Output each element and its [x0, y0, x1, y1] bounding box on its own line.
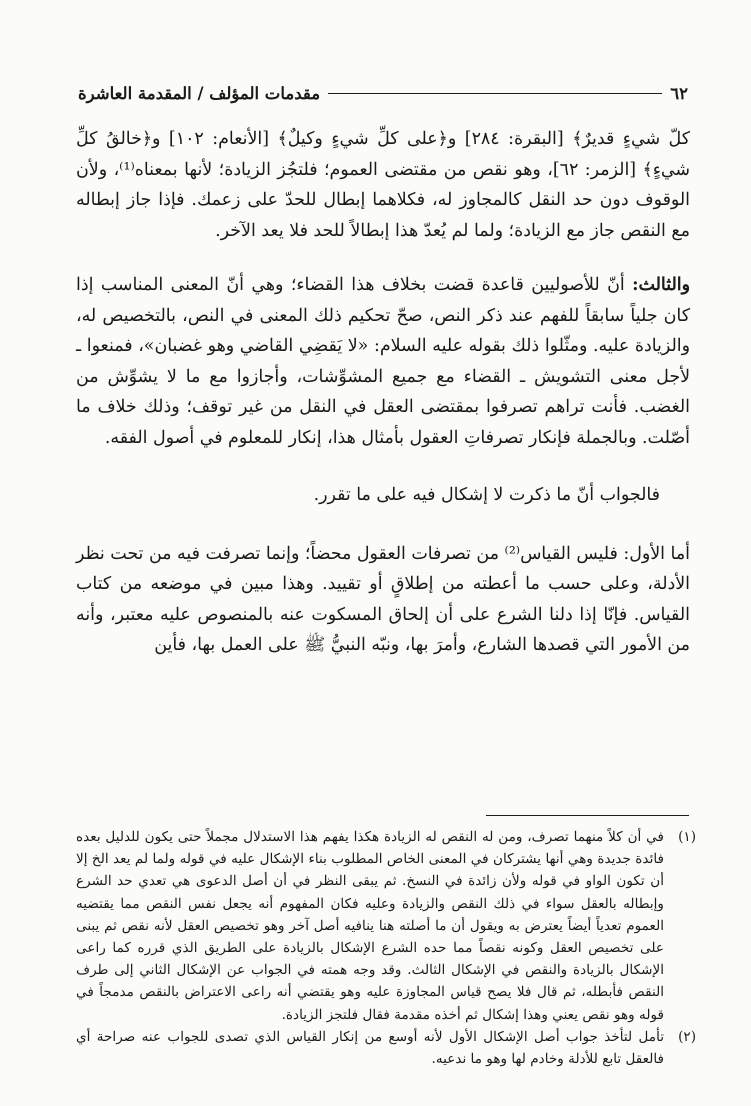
main-text: [76, 124, 690, 688]
footnotes: [76, 826, 696, 1070]
footnote-number: (١): [678, 829, 696, 845]
paragraph-text: أنّ للأصوليين قاعدة قضت بخلاف هذا القضاء؛ وهي أنّ المعنى المناسب إذا كان جلياً سابقاً للفهم عند ذكر النص، صحّ تحكيم ذلك المعنى في النص، بالتخصيص له، والزيادة عليه. ومثّلوا ذلك بقوله عليه السلام: «لا يَقضِي القاضي وهو غضبان»، فمنعوا ـ لأجل معنى التشويش ـ القضاء مع جميع المشوِّشات، وأجازوا مع ما لا يشوِّش من الغضب. فأنت تراهم تصرفوا بمقتضى العقل في النقل من غير توقف؛ وذلك خلاف ما أصّلت. وبالجملة فإنكار تصرفاتِ العقول بأمثال هذا، إنكار للمعلوم في أصول الفقه.: [76, 275, 690, 448]
footnote: [76, 826, 696, 1026]
footnote: [76, 1026, 696, 1070]
running-title: مقدمات المؤلف / المقدمة العاشرة: [78, 83, 321, 103]
paragraph-lead: والثالث:: [632, 275, 690, 295]
header-rule: [328, 93, 662, 94]
paragraph: أما الأول: فليس القياس⁽²⁾ من تصرفات العقول محضاً؛ وإنما تصرفت فيه من تحت نظر الأدلة، وعلى حسب ما أعطته من إطلاقٍ أو تقييد. وهذا مبين في موضعه من كتاب القياس. فإنّا إذا دلنا الشرع على أن إلحاق المسكوت عنه بالمنصوص عليه معتبر، وأنه من الأمور التي قصدها الشارع، وأمرَ بها، ونبّه النبيُّ ﷺ على العمل بها، فأين: [76, 543, 690, 655]
running-header: [78, 80, 688, 106]
paragraph: فالجواب أنّ ما ذكرت لا إشكال فيه على ما تقرر.: [313, 485, 660, 505]
footnote-divider: [486, 815, 689, 816]
paragraph: [76, 270, 690, 453]
footnote-number: (٢): [678, 1028, 696, 1045]
page-number: ٦٢: [670, 83, 688, 103]
footnote-text: تأمل لتأخذ جواب أصل الإشكال الأول لأنه أوسع من إنكار القياس الذي تصدى للجواب عنه صراحة أي فالعقل تابع للأدلة وخادم لها وهو ما ندعيه.: [76, 1028, 664, 1068]
paragraph: كلّ شيءٍ قديرٌ﴾ [البقرة: ٢٨٤] و﴿على كلِّ شيءٍ وكيلٌ﴾ [الأنعام: ١٠٢] و﴿خالقُ كلِّ شيءٍ﴾ [الزمر: ٦٢]، وهو نقص من مقتضى العموم؛ فلتجُز الزيادة؛ لأنها بمعناه⁽¹⁾، ولأن الوقوف دون حد النقل كالمجاوز له، فكلاهما إبطال للحدّ على زعمك. فإذا جاز إبطاله مع النقص جاز مع الزيادة؛ ولما لم يُعدّ هذا إبطالاً للحد فلا يعد الآخر.: [76, 129, 691, 241]
footnote-text: في أن كلاً منهما تصرف، ومن له النقص له الزيادة هكذا يفهم هذا الاستدلال مجملاً حتى يكون للدليل بعده فائدة جديدة وهي أنها يشتركان في المعنى الخاص المطلوب بناء الإشكال عليه في قوله ولما لم يعد الخ إلا أن تكون الواو في قوله ولأن زائدة في النسخ. ثم يبقى النظر في أن أصل الدعوى هي تعدي حد الشرع وإبطاله بالعقل سواء في ذلك النقص والزيادة وعليه فكان المفهوم أنه يجعل نفس النقص مما يقتضيه العموم تعدياً أيضاً يعترض به ويقول أن ما أصلته هنا ينافيه أصل آخر وهو تخصيص العقل لأنه نقص ثم يبنى على تخصيص العقل وكونه نقصاً مما حده الشرع الإشكال بالزيادة على الطريق الذي قرره كما راعى الإشكال بالزيادة والنقص في الإشكال الثالث. وقد وجه همته في الجواب عن الإشكال الثاني إلى طرف النقص فأبطله، ثم قال فلا يصح قياس المجاوزة عليه وهو يقتضي أنه راعى الاعتراض بالنقص مدمجاً في قوله وهو نقص يعني وهذا إشكال ثم أخذه مقدمة فقال فلتجز الزيادة.: [76, 829, 664, 1023]
